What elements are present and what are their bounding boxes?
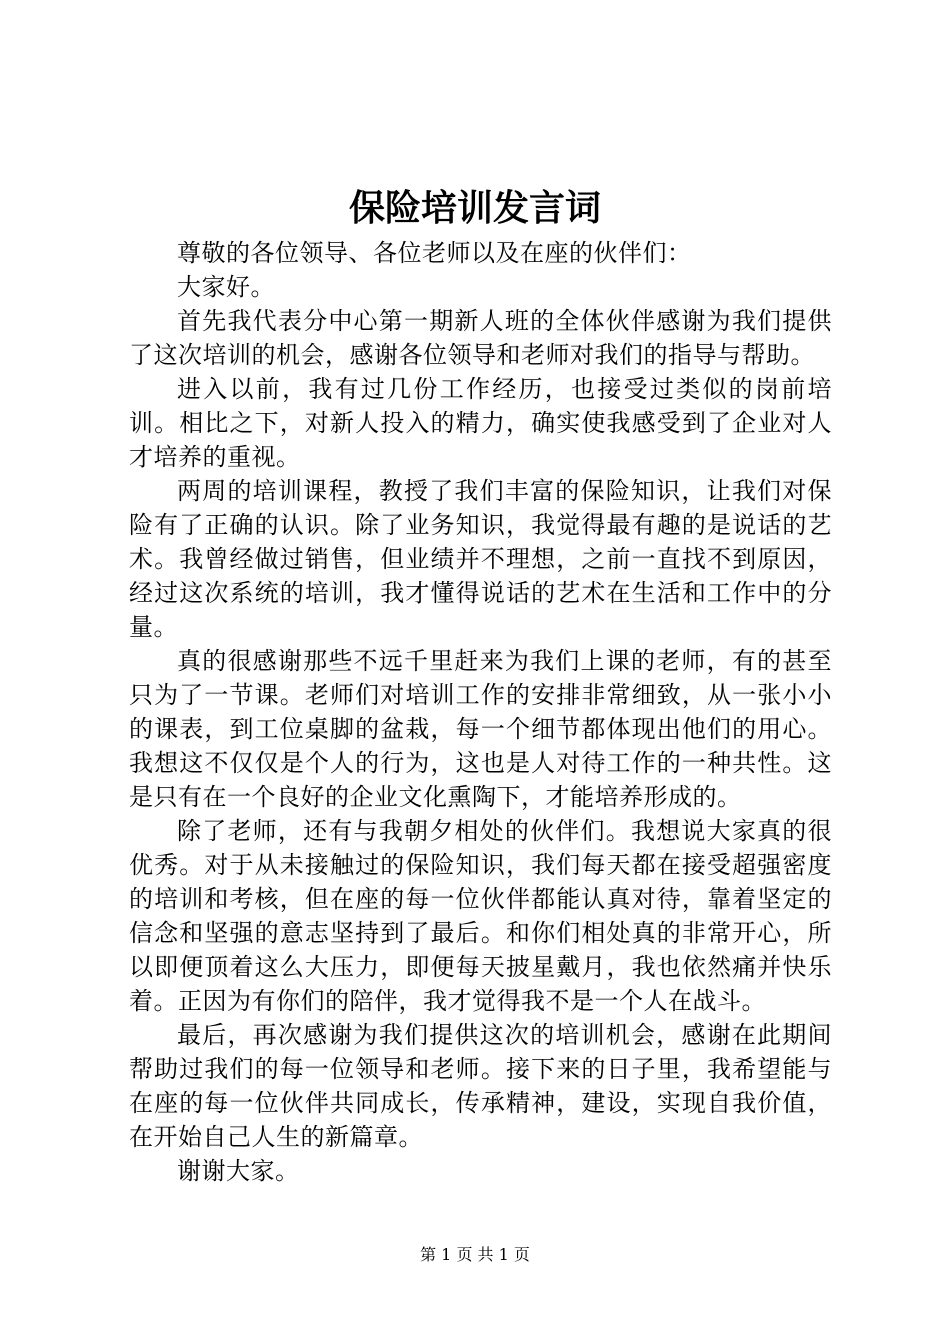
paragraph-salutation: 尊敬的各位领导、各位老师以及在座的伙伴们： xyxy=(177,239,692,267)
paragraph: 两周的培训课程，教授了我们丰富的保险知识，让我们对保险有了正确的认识。除了业务知识，我觉得最有趣的是说话的艺术。我曾经做过销售，但业绩并不理想，之前一直找不到原因，经过这次系统的培训，我才懂得说话的艺术在生活和工作中的分量。 xyxy=(129,477,832,641)
document-body xyxy=(129,236,832,1188)
paragraph: 除了老师，还有与我朝夕相处的伙伴们。我想说大家真的很优秀。对于从未接触过的保险知识，我们每天都在接受超强密度的培训和考核，但在座的每一位伙伴都能认真对待，靠着坚定的信念和坚强的意志坚持到了最后。和你们相处真的非常开心，所以即便顶着这么大压力，即便每天披星戴月，我也依然痛并快乐着。正因为有你们的陪伴，我才觉得我不是一个人在战斗。 xyxy=(129,817,832,1015)
paragraph: 真的很感谢那些不远千里赶来为我们上课的老师，有的甚至只为了一节课。老师们对培训工作的安排非常细致，从一张小小的课表，到工位桌脚的盆栽，每一个细节都体现出他们的用心。我想这不仅仅是个人的行为，这也是人对待工作的一种共性。这是只有在一个良好的企业文化熏陶下，才能培养形成的。 xyxy=(129,647,832,811)
document-title: 保险培训发言词 xyxy=(348,187,601,229)
paragraph-closing: 谢谢大家。 xyxy=(177,1157,300,1185)
paragraph: 进入以前，我有过几份工作经历，也接受过类似的岗前培训。相比之下，对新人投入的精力，确实使我感受到了企业对人才培养的重视。 xyxy=(129,375,832,471)
paragraph-greeting: 大家好。 xyxy=(177,273,275,301)
page-number-footer: 第 1 页 共 1 页 xyxy=(420,1245,530,1264)
paragraph: 首先我代表分中心第一期新人班的全体伙伴感谢为我们提供了这次培训的机会，感谢各位领导和老师对我们的指导与帮助。 xyxy=(129,307,832,369)
paragraph: 最后，再次感谢为我们提供这次的培训机会，感谢在此期间帮助过我们的每一位领导和老师。接下来的日子里，我希望能与在座的每一位伙伴共同成长，传承精神，建设，实现自我价值，在开始自己人生的新篇章。 xyxy=(129,1021,832,1151)
